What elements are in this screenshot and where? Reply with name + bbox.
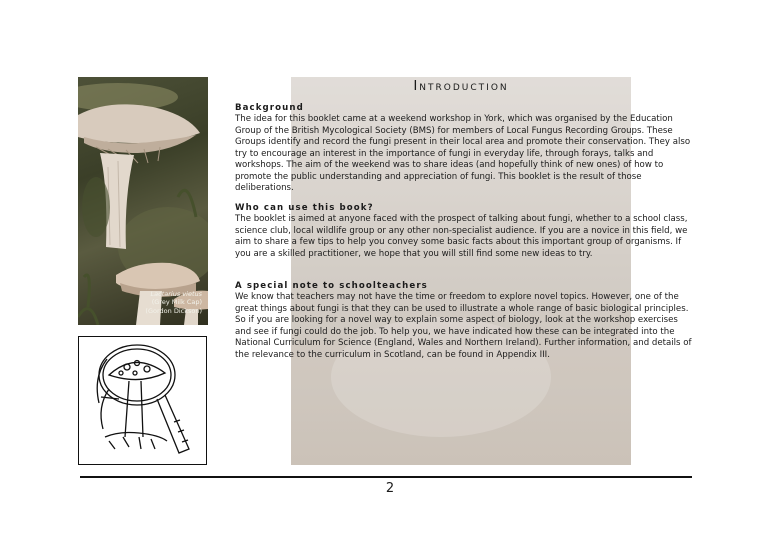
section-body: The booklet is aimed at anyone faced with the prospect of talking about fungi, whether to a school class, science club, local wildlife group or any other non-specialist audience. If you are a novice in this field, we aim to share a few tips to help you convey some basic facts about this important group of organisms. If you are a skilled practitioner, we hope that you will still find some new ideas to try. xyxy=(235,214,688,259)
caption-common-name: (Grey Milk Cap) xyxy=(151,298,202,306)
section-heading: A special note to schoolteachers xyxy=(235,281,428,291)
section-heading: Who can use this book? xyxy=(235,203,374,213)
section-heading: Background xyxy=(235,103,304,113)
caption-species: Lactarius vietus xyxy=(150,289,202,298)
magnifier-sketch xyxy=(78,336,207,465)
section-body: We know that teachers may not have the time or freedom to explore novel topics. However, one of the great things about fungi is that they can be used to illustrate a whole range of basic biological principles. So if you are looking for a novel way to explain some aspect of biology, look at the workshop exercises and see if fungi could do the job. To help you, we have indicated how these can be integrated into the National Curriculum for Science (England, Wales and Northern Ireland). Further information, and details of the relevance to the curriculum in Scotland, can be found in Appendix III. xyxy=(235,292,692,360)
page-title-text: Introduction xyxy=(413,78,509,94)
section-schoolteachers xyxy=(235,281,695,361)
page-number: 2 xyxy=(385,481,395,496)
photo-caption xyxy=(145,290,202,316)
section-body: The idea for this booklet came at a weekend workshop in York, which was organised by the Education Group of the British Mycological Society (BMS) for members of Local Fungus Recording Groups. These Groups identify and record the fungi present in their local area and promote their conservation. They also try to encourage an interest in the importance of fungi in everyday life, through forays, talks and workshops. The aim of the weekend was to share ideas (and hopefully think of new ones) of how to promote the public understanding and appreciation of fungi. This booklet is the result of those deliberations. xyxy=(235,114,691,193)
section-who-can-use xyxy=(235,203,695,260)
page-title xyxy=(291,77,631,95)
magnifying-glass-icon xyxy=(79,337,206,464)
footer-rule xyxy=(80,476,692,478)
mushroom-illustration xyxy=(78,77,208,325)
mushroom-photo xyxy=(78,77,208,325)
section-background xyxy=(235,103,695,195)
caption-credit: (Gordon Dickson) xyxy=(145,306,202,315)
